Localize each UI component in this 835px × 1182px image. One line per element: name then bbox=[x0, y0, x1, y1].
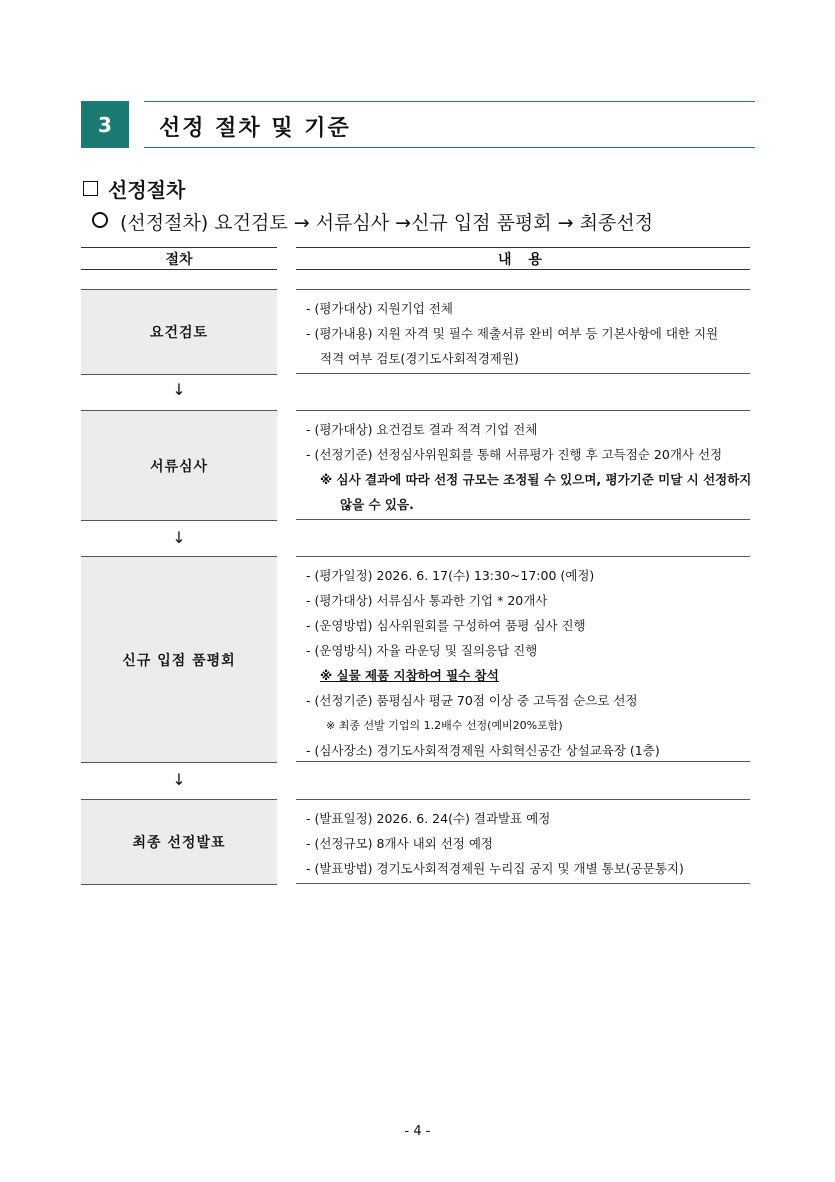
detail-line: - (평가대상) 요건검토 결과 적격 기업 전체 bbox=[306, 422, 538, 437]
section-number: 3 bbox=[81, 101, 129, 148]
detail-line: - (운영방식) 자율 라운딩 및 질의응답 진행 bbox=[306, 643, 538, 658]
summary-text: (선정절차) 요건검토 → 서류심사 →신규 입점 품평회 → 최종선정 bbox=[120, 212, 654, 234]
section-rule-top bbox=[144, 101, 755, 102]
detail-line: - (운영방법) 심사위원회를 구성하여 품평 심사 진행 bbox=[306, 618, 586, 633]
detail-line: 적격 여부 검토(경기도사회적경제원) bbox=[320, 351, 519, 366]
section-rule-bottom bbox=[144, 147, 755, 148]
step-cell: 신규 입점 품평회 bbox=[81, 556, 277, 763]
square-bullet-icon bbox=[83, 181, 98, 196]
down-arrow-icon: ↓ bbox=[172, 770, 186, 789]
summary-line bbox=[92, 208, 653, 235]
detail-note: 않을 수 있음. bbox=[340, 497, 414, 512]
detail-cell bbox=[296, 799, 750, 884]
detail-note: ※ 최종 선발 기업의 1.2배수 선정(예비20%포함) bbox=[326, 719, 563, 732]
step-cell: 서류심사 bbox=[81, 410, 277, 521]
column-header-step: 절차 bbox=[81, 247, 277, 270]
detail-line: - (평가내용) 지원 자격 및 필수 제출서류 완비 여부 등 기본사항에 대한 지원 bbox=[306, 326, 719, 341]
detail-line: - (평가대상) 서류심사 통과한 기업 * 20개사 bbox=[306, 593, 548, 608]
detail-cell bbox=[296, 410, 750, 520]
detail-cell bbox=[296, 556, 750, 762]
step-cell: 최종 선정발표 bbox=[81, 799, 277, 885]
detail-line: - (심사장소) 경기도사회적경제원 사회혁신공간 상설교육장 (1층) bbox=[306, 743, 660, 758]
down-arrow-icon: ↓ bbox=[172, 380, 186, 399]
detail-cell bbox=[296, 289, 750, 374]
page-number: - 4 - bbox=[404, 1124, 431, 1139]
subheading-text: 선정절차 bbox=[108, 178, 186, 202]
section-header bbox=[81, 101, 755, 148]
detail-note: ※ 실물 제품 지참하여 필수 참석 bbox=[320, 668, 499, 683]
step-cell: 요건검토 bbox=[81, 289, 277, 375]
column-header-detail: 내 용 bbox=[296, 247, 750, 270]
detail-line: - (평가대상) 지원기업 전체 bbox=[306, 301, 453, 316]
detail-line: - (발표일정) 2026. 6. 24(수) 결과발표 예정 bbox=[306, 811, 551, 826]
subheading bbox=[83, 174, 185, 203]
detail-line: - (선정규모) 8개사 내외 선정 예정 bbox=[306, 836, 493, 851]
down-arrow-icon: ↓ bbox=[172, 528, 186, 547]
detail-line: - (발표방법) 경기도사회적경제원 누리집 공지 및 개별 통보(공문통지) bbox=[306, 861, 684, 876]
detail-line: - (선정기준) 선정심사위원회를 통해 서류평가 진행 후 고득점순 20개사 선정 bbox=[306, 447, 723, 462]
detail-note: ※ 심사 결과에 따라 선정 규모는 조정될 수 있으며, 평가기준 미달 시 선정하지 bbox=[320, 472, 752, 487]
circle-bullet-icon bbox=[92, 212, 108, 228]
detail-line: - (선정기준) 품평심사 평균 70점 이상 중 고득점 순으로 선정 bbox=[306, 693, 638, 708]
detail-line: - (평가일정) 2026. 6. 17(수) 13:30~17:00 (예정) bbox=[306, 568, 595, 583]
section-title: 선정 절차 및 기준 bbox=[159, 116, 351, 141]
